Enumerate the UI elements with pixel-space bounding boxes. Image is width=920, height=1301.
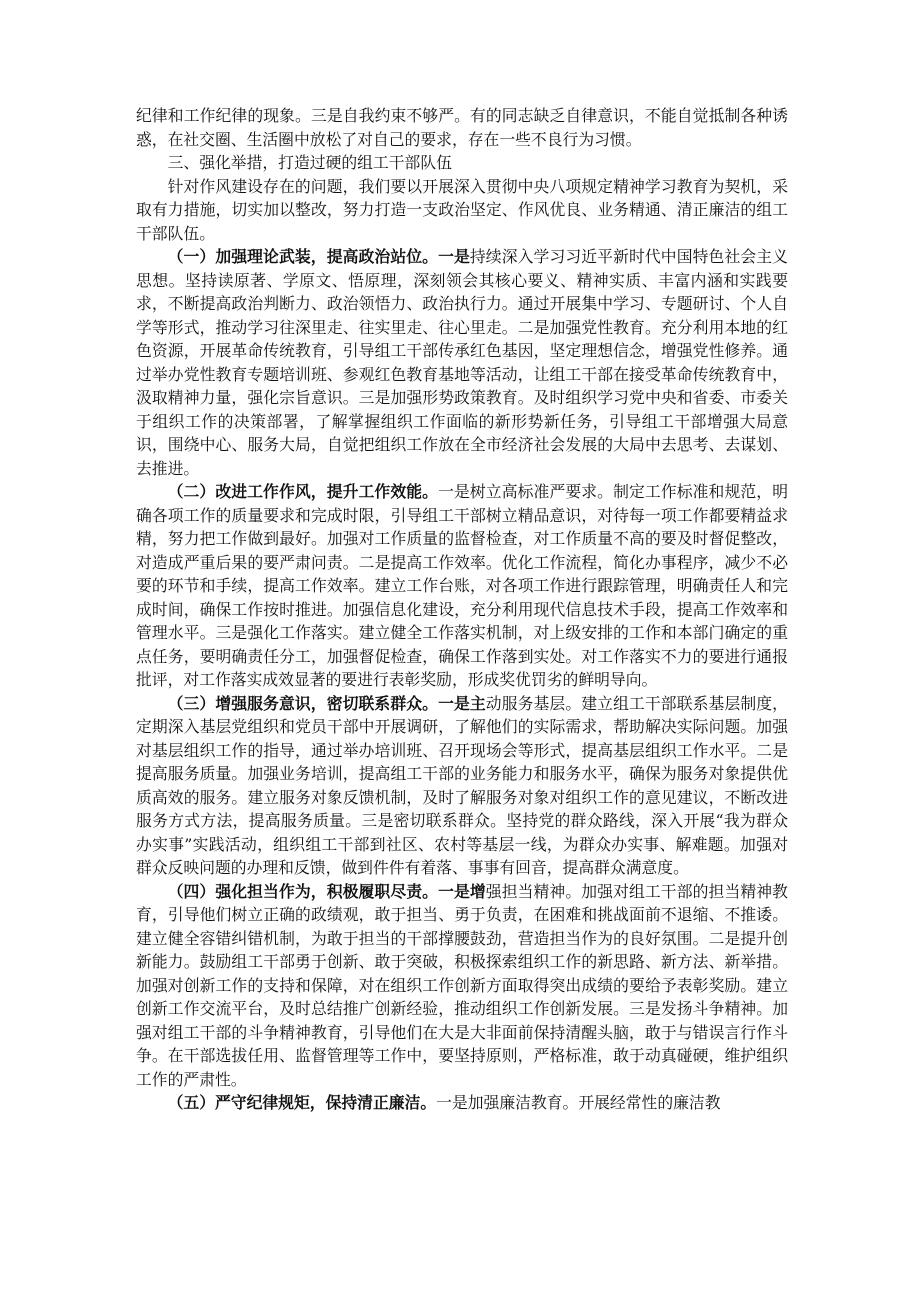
subsection-title-1: （一）加强理论武装，提高政治站位。一是 bbox=[167, 247, 470, 266]
subsection-body-4: 强担当精神。加强对组工干部的担当精神教育，引导他们树立正确的政绩观，敢于担当、勇于负责，在困难和挑战面前不退缩、不推诿。建立健全容错纠错机制，为敢于担当的干部撑腰鼓劲，营造担当作为的良好氛围。二是提升创新能力。鼓励组工干部勇于创新、敢于突破，积极探索组织工作的新思路、新方法、新举措。加强对创新工作的支持和保障，对在组织工作创新方面取得突出成绩的要给予表彰奖励。建立创新工作交流平台，及时总结推广创新经验，推动组织工作创新发展。三是发扬斗争精神。加强对组工干部的斗争精神教育，引导他们在大是大非面前保持清醒头脑，敢于与错误言行作斗争。在干部选拔任用、监督管理等工作中，要坚持原则，严格标准，敢于动真碰硬，维护组织工作的严肃性。 bbox=[136, 881, 788, 1089]
continuation-paragraph: 纪律和工作纪律的现象。三是自我约束不够严。有的同志缺乏自律意识，不能自觉抵制各种诱惑，在社交圈、生活圈中放松了对自己的要求，存在一些不良行为习惯。 bbox=[136, 106, 788, 149]
subsection-paragraph-2 bbox=[136, 480, 788, 692]
subsection-title-5: （五）严守纪律规矩，保持清正廉洁。 bbox=[167, 1093, 437, 1112]
subsection-paragraph-4 bbox=[136, 880, 788, 1092]
subsection-body-1: 持续深入学习习近平新时代中国特色社会主义思想。坚持读原著、学原文、悟原理，深刻领会其核心要义、精神实质、丰富内涵和实践要求，不断提高政治判断力、政治领悟力、政治执行力。通过开展集中学习、专题研讨、个人自学等形式，推动学习往深里走、往实里走、往心里走。二是加强党性教育。充分利用本地的红色资源，开展革命传统教育，引导组工干部传承红色基因，坚定理想信念，增强党性修养。通过举办党性教育专题培训班、参观红色教育基地等活动，让组工干部在接受革命传统教育中，汲取精神力量，强化宗旨意识。三是加强形势政策教育。及时组织学习党中央和省委、市委关于组织工作的决策部署，了解掌握组织工作面临的新形势新任务，引导组工干部增强大局意识，围绕中心、服务大局，自觉把组织工作放在全市经济社会发展的大局中去思考、去谋划、去推进。 bbox=[136, 247, 788, 478]
subsection-paragraph-5 bbox=[136, 1091, 788, 1115]
subsection-body-5: 一是加强廉洁教育。开展经常性的廉洁教 bbox=[436, 1093, 721, 1112]
subsection-title-4: （四）强化担当作为，积极履职尽责。一是增 bbox=[167, 881, 486, 901]
body-paragraph: 针对作风建设存在的问题，我们要以开展深入贯彻中央八项规定精神学习教育为契机，采取有力措施，切实加以整改，努力打造一支政治坚定、作风优良、业务精通、清正廉洁的组工干部队伍。 bbox=[136, 176, 788, 243]
subsection-paragraph-3 bbox=[136, 692, 788, 880]
subsection-title-3: （三）增强服务意识，密切联系群众。一是主 bbox=[167, 693, 486, 713]
subsection-body-3: 动服务基层。建立组工干部联系基层制度，定期深入基层党组织和党员干部中开展调研，了解他们的实际需求，帮助解决实际问题。加强对基层组织工作的指导，通过举办培训班、召开现场会等形式，提高基层组织工作水平。二是提高服务质量。加强业务培训，提高组工干部的业务能力和服务水平，确保为服务对象提供优质高效的服务。建立服务对象反馈机制，及时了解服务对象对组织工作的意见建议，不断改进服务方式方法，提高服务质量。三是密切联系群众。坚持党的群众路线，深入开展“我为群众办实事”实践活动，组织组工干部到社区、农村等基层一线，为群众办实事、解难题。加强对群众反映问题的办理和反馈，做到件件有着落、事事有回音，提高群众满意度。 bbox=[136, 693, 788, 877]
section-heading: 三、强化举措，打造过硬的组工干部队伍 bbox=[167, 153, 452, 172]
document-page bbox=[136, 104, 788, 1115]
subsection-paragraph-1 bbox=[136, 245, 788, 480]
subsection-title-2: （二）改进工作作风，提升工作效能。 bbox=[167, 482, 439, 501]
subsection-body-2: 一是树立高标准严要求。制定工作标准和规范，明确各项工作的质量要求和完成时限，引导组工干部树立精品意识，对待每一项工作都要精益求精，努力把工作做到最好。加强对工作质量的监督检查，对工作质量不高的要及时督促整改，对造成严重后果的要严肃问责。二是提高工作效率。优化工作流程，简化办事程序，减少不必要的环节和手续，提高工作效率。建立工作台账，对各项工作进行跟踪管理，明确责任人和完成时间，确保工作按时推进。加强信息化建设，充分利用现代信息技术手段，提高工作效率和管理水平。三是强化工作落实。建立健全工作落实机制，对上级安排的工作和本部门确定的重点任务，要明确责任分工，加强督促检查，确保工作落到实处。对工作落实不力的要进行通报批评，对工作落实成效显著的要进行表彰奖励，形成奖优罚劣的鲜明导向。 bbox=[136, 482, 788, 689]
